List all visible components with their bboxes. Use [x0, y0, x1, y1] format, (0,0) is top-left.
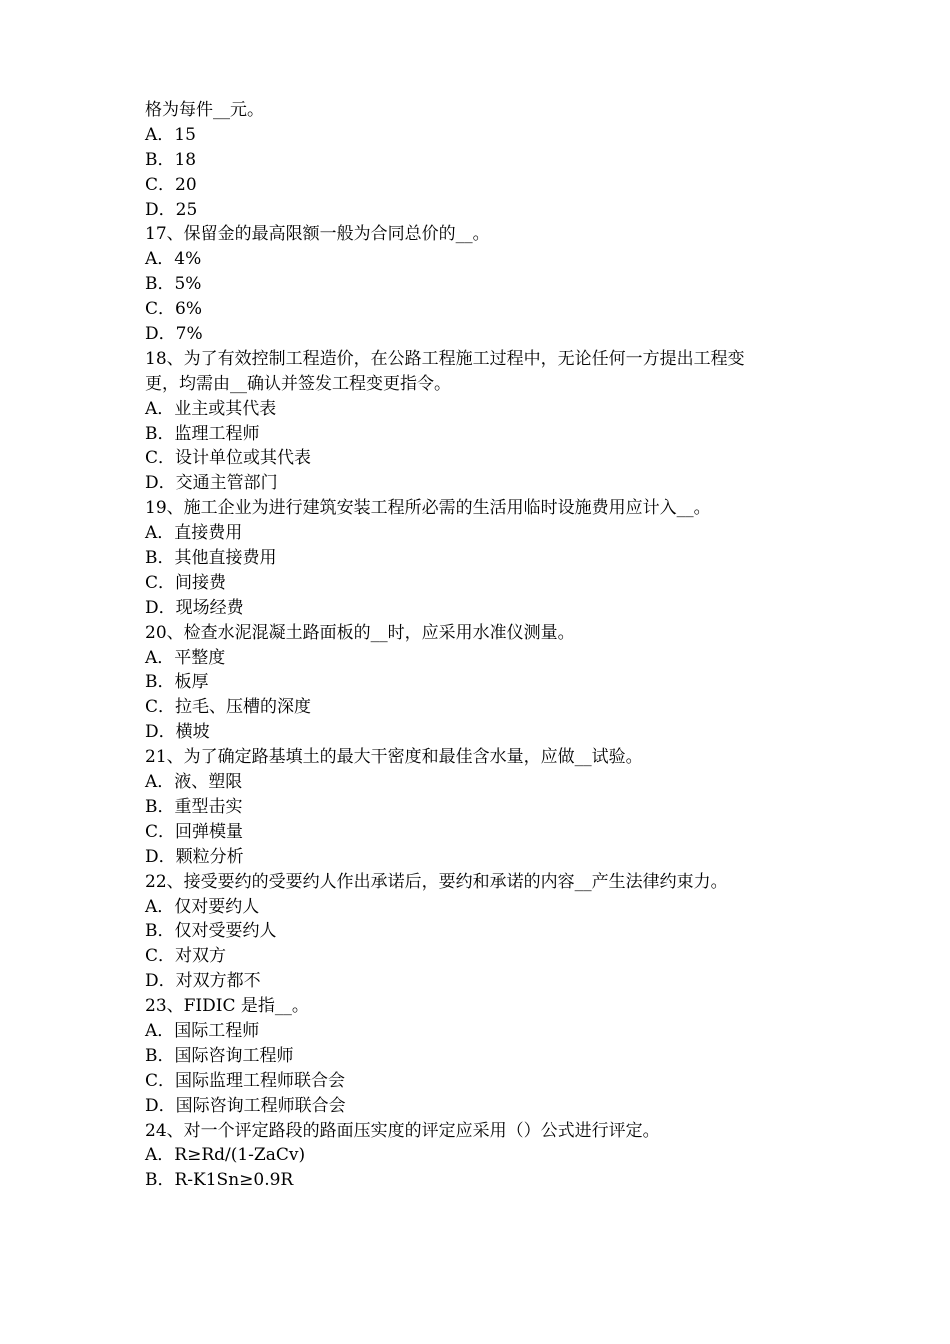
option-b: B．5% [145, 274, 202, 295]
question-17: 17、保留金的最高限额一般为合同总价的__。 [145, 224, 490, 245]
option-b: B．国际咨询工程师 [145, 1045, 294, 1066]
document-page [145, 98, 825, 1193]
option-d: D．交通主管部门 [145, 473, 278, 494]
option-b: B．仅对受要约人 [145, 921, 277, 942]
option-b: B．18 [145, 149, 197, 170]
option-a: A．国际工程师 [145, 1020, 260, 1041]
option-a: A．4% [145, 249, 202, 270]
option-c: C．6% [145, 299, 202, 320]
option-c: C．间接费 [145, 572, 227, 593]
option-a: A．仅对要约人 [145, 896, 260, 917]
option-c: C．20 [145, 174, 197, 195]
option-d: D．现场经费 [145, 597, 244, 618]
question-22: 22、接受要约的受要约人作出承诺后，要约和承诺的内容__产生法律约束力。 [145, 871, 728, 892]
option-d: D．对双方都不 [145, 971, 261, 992]
option-c: C．国际监理工程师联合会 [145, 1070, 346, 1091]
option-c: C．回弹模量 [145, 821, 244, 842]
question-23: 23、FIDIC 是指__。 [145, 996, 309, 1017]
question-20: 20、检查水泥混凝土路面板的__时，应采用水准仪测量。 [145, 622, 575, 643]
option-b: B．其他直接费用 [145, 548, 277, 569]
option-b: B．板厚 [145, 672, 209, 693]
question-19: 19、施工企业为进行建筑安装工程所必需的生活用临时设施费用应计入__。 [145, 498, 711, 519]
text-line: 格为每件__元。 [145, 100, 264, 120]
option-b: B．监理工程师 [145, 423, 260, 444]
option-a: A．直接费用 [145, 523, 243, 544]
option-a: A．15 [145, 124, 196, 145]
option-b: B．R-K1Sn≥0.9R [145, 1170, 294, 1191]
question-21: 21、为了确定路基填土的最大干密度和最佳含水量，应做__试验。 [145, 747, 643, 768]
option-c: C．对双方 [145, 946, 227, 967]
option-a: A．业主或其代表 [145, 398, 277, 419]
question-18-continued: 更，均需由__确认并签发工程变更指令。 [145, 373, 451, 394]
option-a: A．平整度 [145, 647, 226, 668]
option-d: D．7% [145, 324, 203, 345]
option-b: B．重型击实 [145, 796, 243, 817]
option-a: A．R≥Rd/(1-ZaCv) [145, 1145, 306, 1166]
option-d: D．横坡 [145, 722, 210, 743]
option-a: A．液、塑限 [145, 772, 243, 793]
question-24: 24、对一个评定路段的路面压实度的评定应采用（）公式进行评定。 [145, 1120, 660, 1141]
option-d: D．颗粒分析 [145, 846, 244, 867]
option-c: C．设计单位或其代表 [145, 448, 312, 469]
option-d: D．国际咨询工程师联合会 [145, 1095, 346, 1116]
option-d: D．25 [145, 199, 198, 220]
question-18: 18、为了有效控制工程造价，在公路工程施工过程中，无论任何一方提出工程变 [145, 348, 745, 369]
option-c: C．拉毛、压槽的深度 [145, 697, 312, 718]
